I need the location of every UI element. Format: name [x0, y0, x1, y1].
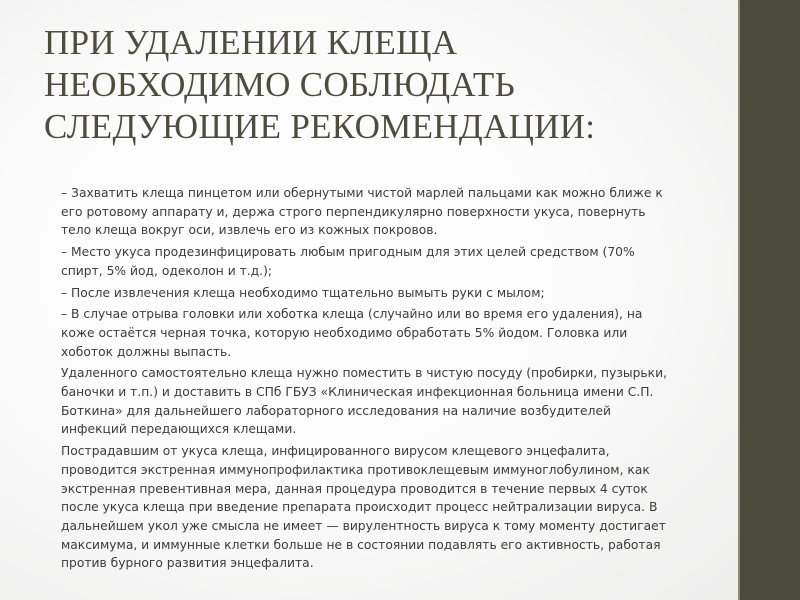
side-band-stripe	[738, 0, 740, 600]
text-line: максимума, и иммунные клетки больше не в состоянии подавлять его активность, работая	[61, 537, 661, 552]
text-line: – Место укуса продезинфицировать любым пригодным для этих целей средством (70%	[61, 245, 635, 260]
text-line: против бурного развития энцефалита.	[61, 556, 314, 571]
paragraph-disinfect	[61, 243, 721, 280]
text-line: – В случае отрыва головки или хоботка клеща (случайно или во время его удаления), на	[61, 307, 643, 322]
text-line: экстренная превентивная мера, данная процедура проводится в течение первых 4 суток	[61, 481, 648, 496]
paragraph-immunoprophylaxis	[61, 442, 721, 573]
title-line: НЕОБХОДИМО СОБЛЮДАТЬ	[44, 65, 515, 104]
text-line: дальнейшем укол уже смысла не имеет — вирулентность вируса к тому моменту достигает	[61, 518, 666, 533]
title-line: ПРИ УДАЛЕНИИ КЛЕЩА	[44, 23, 458, 62]
text-line: – После извлечения клеща необходимо тщательно вымыть руки с мылом;	[61, 285, 545, 300]
slide-body	[61, 184, 721, 576]
paragraph-grab-tick	[61, 184, 721, 240]
text-line: хоботок должны выпасть.	[61, 344, 232, 359]
paragraph-lab-delivery	[61, 364, 721, 439]
text-line: – Захватить клеща пинцетом или обернутыми чистой марлей пальцами как можно ближе к	[61, 186, 663, 200]
text-line: инфекций передающихся клещами.	[61, 422, 297, 437]
text-line: Удаленного самостоятельно клеща нужно поместить в чистую посуду (пробирки, пузырьки,	[61, 366, 667, 381]
text-line: тело клеща вокруг оси, извлечь его из кожных покровов.	[61, 223, 438, 238]
slide-title	[44, 22, 704, 148]
text-line: спирт, 5% йод, одеколон и т.д.);	[61, 263, 273, 278]
text-line: проводится экстренная иммунопрофилактика противоклещевым иммуноглобулином, как	[61, 462, 650, 477]
text-line: после укуса клеща при введение препарата происходит процесс нейтрализации вируса. В	[61, 500, 658, 515]
text-line: баночки и т.п.) и доставить в СПб ГБУЗ «Клиническая инфекционная больница имени С.П.	[61, 385, 654, 400]
text-line: его ротовому аппарату и, держа строго перпендикулярно поверхности укуса, повернуть	[61, 204, 646, 219]
side-band	[738, 0, 800, 600]
paragraph-head-detached	[61, 305, 721, 361]
title-line: СЛЕДУЮЩИЕ РЕКОМЕНДАЦИИ:	[44, 107, 596, 146]
text-line: коже остаётся черная точка, которую необходимо обработать 5% йодом. Головка или	[61, 325, 628, 340]
text-line: Боткина» для дальнейшего лабораторного исследования на наличие возбудителей	[61, 403, 611, 418]
text-line: Пострадавшим от укуса клеща, инфицированного вирусом клещевого энцефалита,	[61, 444, 610, 459]
paragraph-wash-hands	[61, 284, 721, 303]
